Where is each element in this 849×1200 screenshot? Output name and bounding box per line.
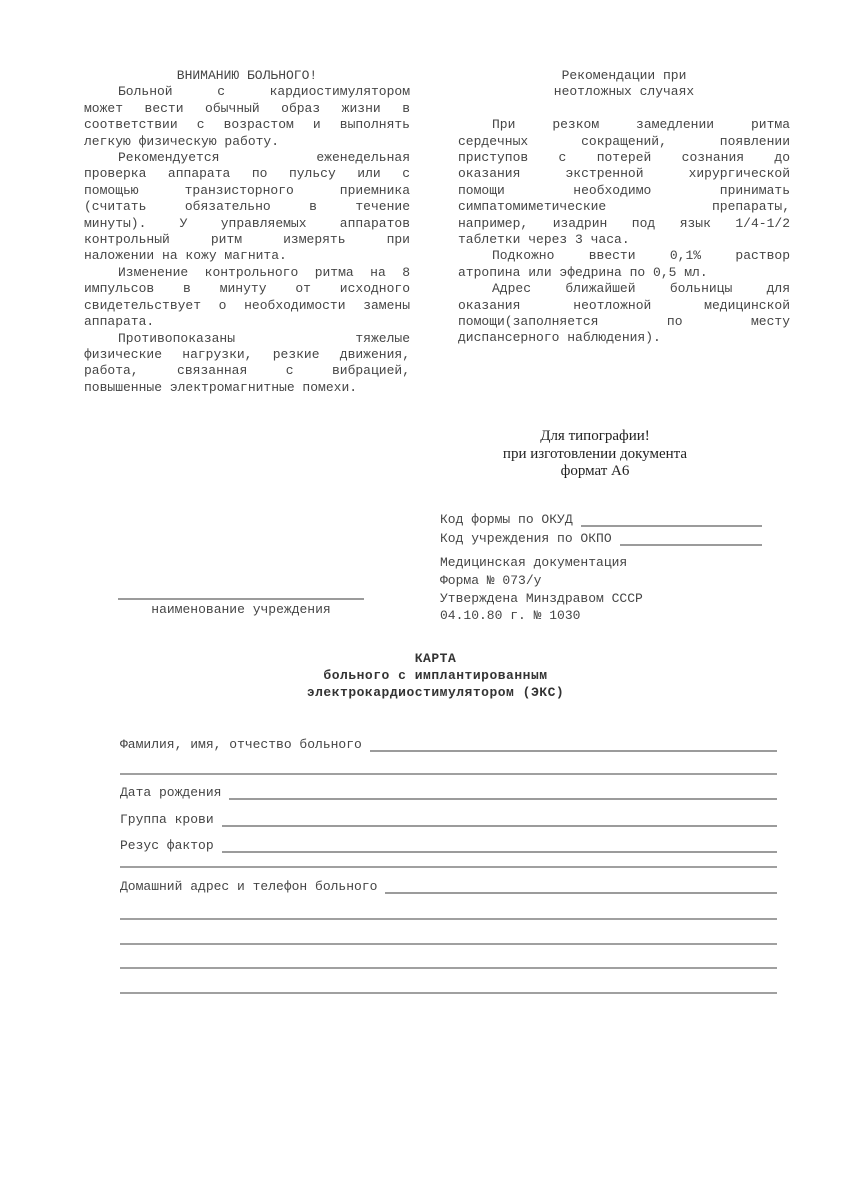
patient-notice-section <box>84 68 410 396</box>
notice-line: импульсов в минуту от исходного <box>84 281 410 297</box>
notice-line: аппарата. <box>84 314 155 330</box>
recommendations-line: например, изадрин под язык 1/4-1/2 <box>458 215 790 231</box>
recommendations-line: При резком замедлении ритма <box>492 117 790 133</box>
typography-note-line: Для типографии! <box>540 428 650 444</box>
home-address-continuation-line <box>120 992 777 994</box>
notice-line: проверка аппарата по пульсу или с <box>84 166 410 182</box>
full-name-label: Фамилия, имя, отчество больного <box>120 737 362 752</box>
spacer <box>458 101 790 117</box>
home-address-continuation-line <box>120 918 777 920</box>
typography-note-line: формат А6 <box>560 463 630 479</box>
notice-line: свидетельствует о необходимости замены <box>84 297 410 313</box>
okpo-label: Код учреждения по ОКПО <box>440 531 612 546</box>
document-title-line: КАРТА <box>414 651 457 666</box>
birth-date-value-line <box>229 780 777 800</box>
home-address-label: Домашний адрес и телефон больного <box>120 879 378 894</box>
approval-line: Утверждена Минздравом СССР <box>440 590 643 606</box>
blood-group-value-line <box>222 807 777 827</box>
full-name-value-line <box>370 732 777 752</box>
notice-line: легкую физическую работу. <box>84 133 280 149</box>
notice-line: повышенные электромагнитные помехи. <box>84 379 358 395</box>
approval-line: 04.10.80 г. № 1030 <box>440 608 581 624</box>
approval-line: Форма № 073/у <box>440 572 542 588</box>
home-address-value-line <box>385 874 777 894</box>
recommendations-title: Рекомендации при <box>561 68 687 83</box>
birth-date-label: Дата рождения <box>120 785 222 800</box>
recommendations-section <box>458 68 790 347</box>
institution-name-field <box>118 584 364 618</box>
notice-line: физические нагрузки, резкие движения, <box>84 346 410 362</box>
typography-note-line: при изготовлении документа <box>502 445 688 462</box>
document-title-line: больного с имплантированным <box>323 668 548 683</box>
rh-factor-label: Резус фактор <box>120 838 214 853</box>
document-title <box>0 650 849 701</box>
recommendations-line: таблетки через 3 часа. <box>458 232 630 248</box>
typography-note <box>445 428 745 481</box>
recommendations-line: Адрес ближайшей больницы для <box>492 281 790 297</box>
notice-line: (считать обязательно в течение <box>84 199 410 215</box>
blank-rule-line <box>120 866 777 868</box>
okud-value-line <box>581 506 762 527</box>
notice-line: наложении на кожу магнита. <box>84 248 287 264</box>
birth-date-field <box>120 782 777 800</box>
blood-group-label: Группа крови <box>120 812 214 827</box>
code-fields <box>440 508 762 546</box>
okud-label: Код формы по ОКУД <box>440 512 573 527</box>
blood-group-field <box>120 809 777 827</box>
notice-line: минуты). У управляемых аппаратов <box>84 215 410 231</box>
notice-line: Изменение контрольного ритма на 8 <box>118 264 410 280</box>
home-address-continuation-line <box>120 967 777 969</box>
recommendations-line: оказания экстренной хирургической <box>458 166 790 182</box>
approval-line: Медицинская документация <box>440 555 628 570</box>
rh-factor-field <box>120 835 777 853</box>
notice-line: Рекомендуется еженедельная <box>118 150 410 166</box>
recommendations-line: сердечных сокращений, появлении <box>458 133 790 149</box>
rh-factor-value-line <box>222 833 777 853</box>
okpo-value-line <box>620 525 762 546</box>
notice-line: Противопоказаны тяжелые <box>118 330 410 346</box>
notice-line: соответствии с возрастом и выполнять <box>84 117 410 133</box>
recommendations-line: диспансерного наблюдения). <box>458 330 661 346</box>
institution-value-line <box>118 584 364 600</box>
document-title-line: электрокардиостимулятором (ЭКС) <box>306 685 565 700</box>
notice-line: Больной с кардиостимулятором <box>118 84 410 100</box>
recommendations-title: неотложных случаях <box>553 84 695 100</box>
recommendations-line: помощи(заполняется по месту <box>458 314 790 330</box>
form-approval-block <box>440 554 643 625</box>
notice-line: помощью транзисторного приемника <box>84 182 410 198</box>
notice-title: ВНИМАНИЮ БОЛЬНОГО! <box>176 68 318 83</box>
notice-line: может вести обычный образ жизни в <box>84 100 410 116</box>
home-address-field <box>120 876 777 894</box>
home-address-continuation-line <box>120 943 777 945</box>
recommendations-line: приступов с потерей сознания до <box>458 150 790 166</box>
recommendations-line: симпатомиметические препараты, <box>458 199 790 215</box>
recommendations-line: помощи необходимо принимать <box>458 182 790 198</box>
full-name-continuation-line <box>120 773 777 775</box>
okpo-code-field <box>440 527 762 546</box>
full-name-field <box>120 734 777 752</box>
notice-line: контрольный ритм измерять при <box>84 232 410 248</box>
recommendations-line: Подкожно ввести 0,1% раствор <box>492 248 790 264</box>
recommendations-line: оказания неотложной медицинской <box>458 297 790 313</box>
notice-line: работа, связанная с вибрацией, <box>84 363 410 379</box>
institution-caption: наименование учреждения <box>151 602 331 617</box>
recommendations-line: атропина или эфедрина по 0,5 мл. <box>458 264 708 280</box>
